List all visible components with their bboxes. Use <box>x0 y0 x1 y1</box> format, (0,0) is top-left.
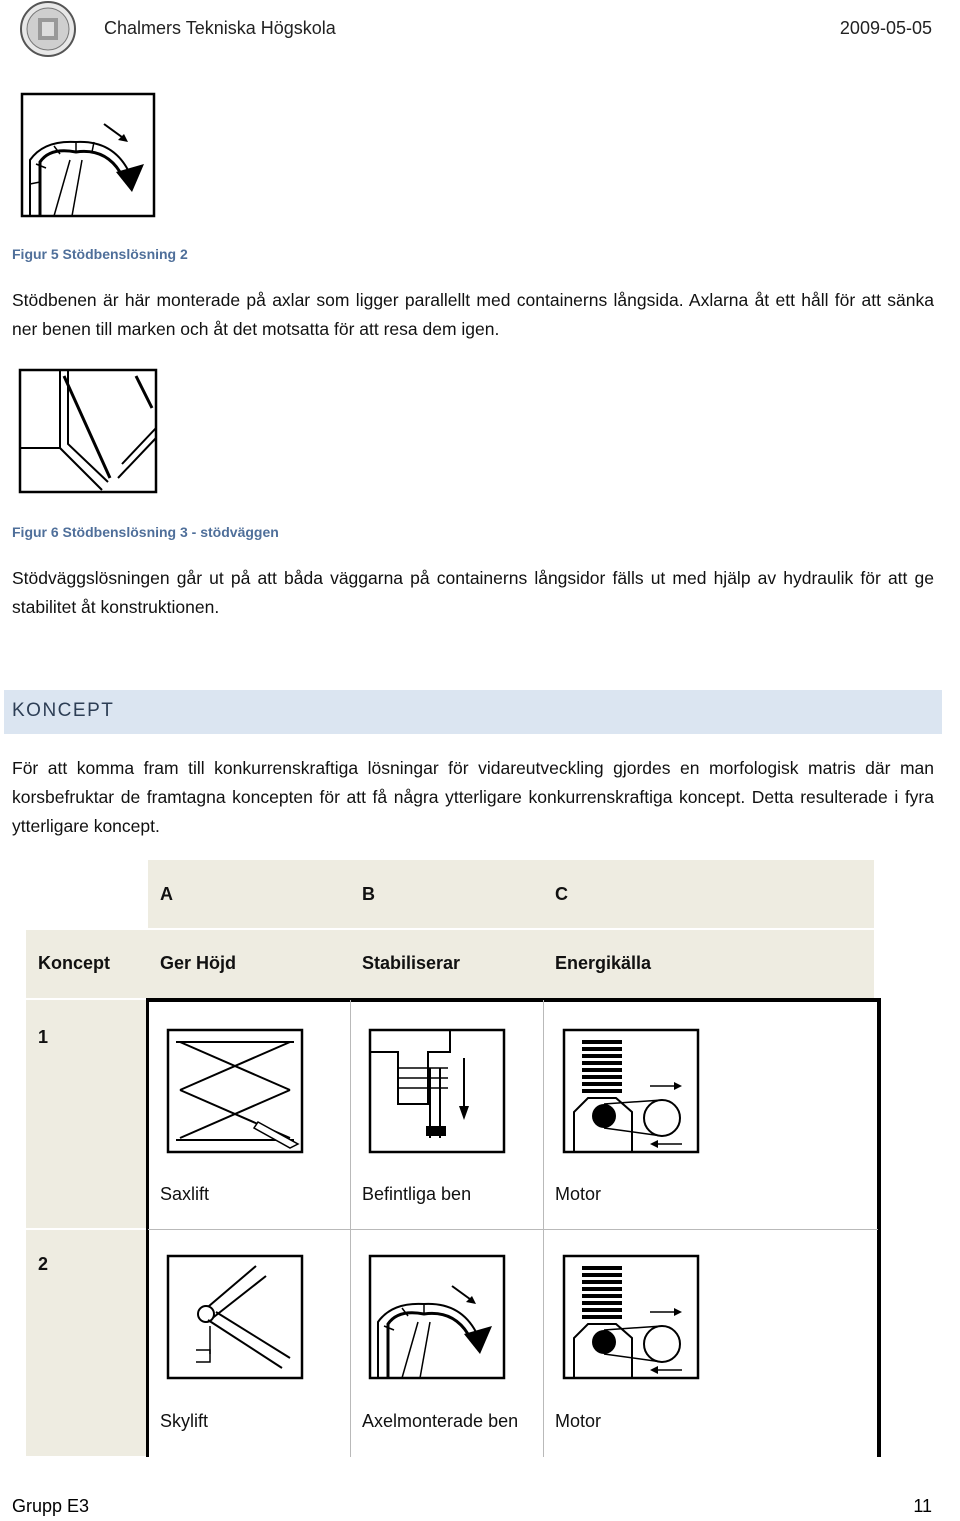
figure-5-image <box>20 92 160 227</box>
figure-5-caption: Figur 5 Stödbenslösning 2 <box>12 246 188 262</box>
header-stabiliserar: Stabiliserar <box>362 953 461 973</box>
figure-6-caption: Figur 6 Stödbenslösning 3 - stödväggen <box>12 524 279 540</box>
row-1-id: 1 <box>38 1027 49 1047</box>
paragraph-3: För att komma fram till konkurrenskraftiga lösningar för vidareutveckling gjordes en morfologisk matris där man korsbefruktar de framtagna koncepten för att få några ytterligare konkurrenskraftiga koncept. Detta resulterade i fyra ytterligare koncept. <box>12 758 934 836</box>
paragraph-2: Stödväggslösningen går ut på att båda väggarna på containerns långsidor fälls ut med hjälp av hydraulik för att ge stabilitet åt konstruktionen. <box>12 568 934 617</box>
footer-page-number: 11 <box>913 1496 932 1516</box>
section-heading: KONCEPT <box>12 700 115 721</box>
header-ger-hojd: Ger Höjd <box>160 953 237 973</box>
row-1-cell-a: Saxlift <box>160 1184 210 1204</box>
header-energikalla: Energikälla <box>555 953 652 973</box>
skylift-image <box>166 1254 304 1385</box>
footer-group: Grupp E3 <box>12 1496 90 1516</box>
university-seal-logo <box>16 0 80 58</box>
befintliga-ben-image <box>368 1028 506 1159</box>
paragraph-1: Stödbenen är här monterade på axlar som ligger parallellt med containerns långsida. Axlarna åt ett håll för att sänka ner benen till marken och åt det motsatta för att resa dem igen. <box>12 290 934 339</box>
motor-image-2 <box>562 1254 700 1385</box>
section-heading-bar <box>4 690 942 734</box>
figure-6-image <box>18 368 158 501</box>
column-letter-a: A <box>160 884 173 904</box>
motor-image-1 <box>562 1028 700 1159</box>
header-institution: Chalmers Tekniska Högskola <box>104 18 336 38</box>
axelmonterade-ben-image <box>368 1254 506 1385</box>
header-koncept: Koncept <box>38 953 110 973</box>
row-2-id: 2 <box>38 1254 49 1274</box>
letter-row-bg <box>148 860 874 928</box>
row-2-cell-c: Motor <box>555 1411 602 1431</box>
row-1-cell-c: Motor <box>555 1184 602 1204</box>
row-1-cell-b: Befintliga ben <box>362 1184 472 1204</box>
row-2-cell-a: Skylift <box>160 1411 209 1431</box>
header-date: 2009-05-05 <box>839 18 932 38</box>
saxlift-image <box>166 1028 304 1159</box>
column-letter-c: C <box>555 884 568 904</box>
row-2-cell-b: Axelmonterade ben <box>362 1411 519 1431</box>
column-letter-b: B <box>362 884 375 904</box>
